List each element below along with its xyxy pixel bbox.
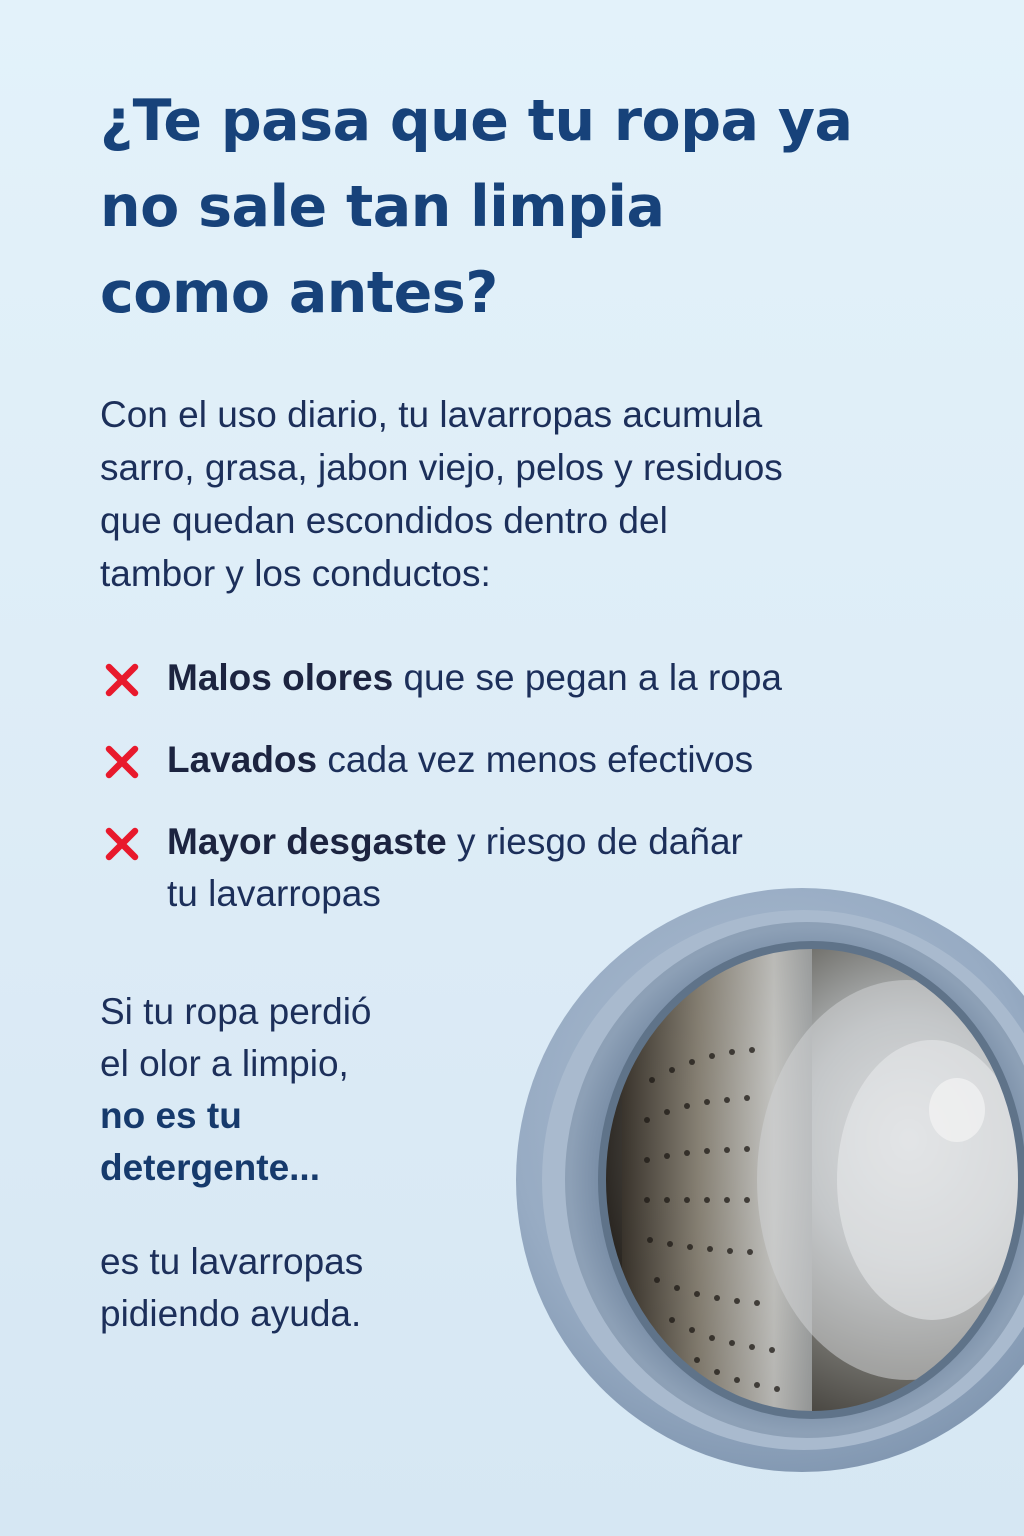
headline-line: ¿Te pasa que tu ropa ya <box>100 88 853 154</box>
closing-line: pidiendo ayuda. <box>100 1293 362 1334</box>
problem-rest: cada vez menos efectivos <box>317 739 754 780</box>
problem-item <box>100 734 930 786</box>
problem-text <box>167 652 930 704</box>
closing-line: el olor a limpio, <box>100 1043 349 1084</box>
spacer <box>100 1194 500 1236</box>
problem-rest: y riesgo de dañar <box>446 821 743 862</box>
problem-bold: Mayor desgaste <box>167 821 447 862</box>
closing-emphasis: detergente... <box>100 1147 320 1188</box>
problem-bold: Lavados <box>167 739 318 780</box>
intro-line: que quedan escondidos dentro del <box>100 500 668 541</box>
cross-icon <box>104 826 140 862</box>
closing-line: es tu lavarropas <box>100 1241 364 1282</box>
main-content <box>100 78 930 950</box>
headline-line: no sale tan limpia <box>100 174 665 240</box>
cross-icon <box>104 744 140 780</box>
intro-line: sarro, grasa, jabon viejo, pelos y residuos <box>100 447 783 488</box>
cross-icon <box>104 662 140 698</box>
problem-bold: Malos olores <box>167 657 394 698</box>
closing-emphasis: no es tu <box>100 1095 242 1136</box>
headline-line: como antes? <box>100 260 498 326</box>
intro-line: tambor y los conductos: <box>100 553 491 594</box>
intro-line: Con el uso diario, tu lavarropas acumula <box>100 394 763 435</box>
washing-machine-drum-image <box>512 880 1024 1480</box>
problem-rest: que se pegan a la ropa <box>393 657 782 698</box>
problem-text <box>167 734 930 786</box>
headline <box>100 78 930 336</box>
problem-text <box>167 816 930 868</box>
problem-item <box>100 652 930 704</box>
closing-message <box>100 986 500 1340</box>
problem-text-continued: tu lavarropas <box>167 873 381 914</box>
intro-paragraph <box>100 388 930 600</box>
closing-line: Si tu ropa perdió <box>100 991 372 1032</box>
